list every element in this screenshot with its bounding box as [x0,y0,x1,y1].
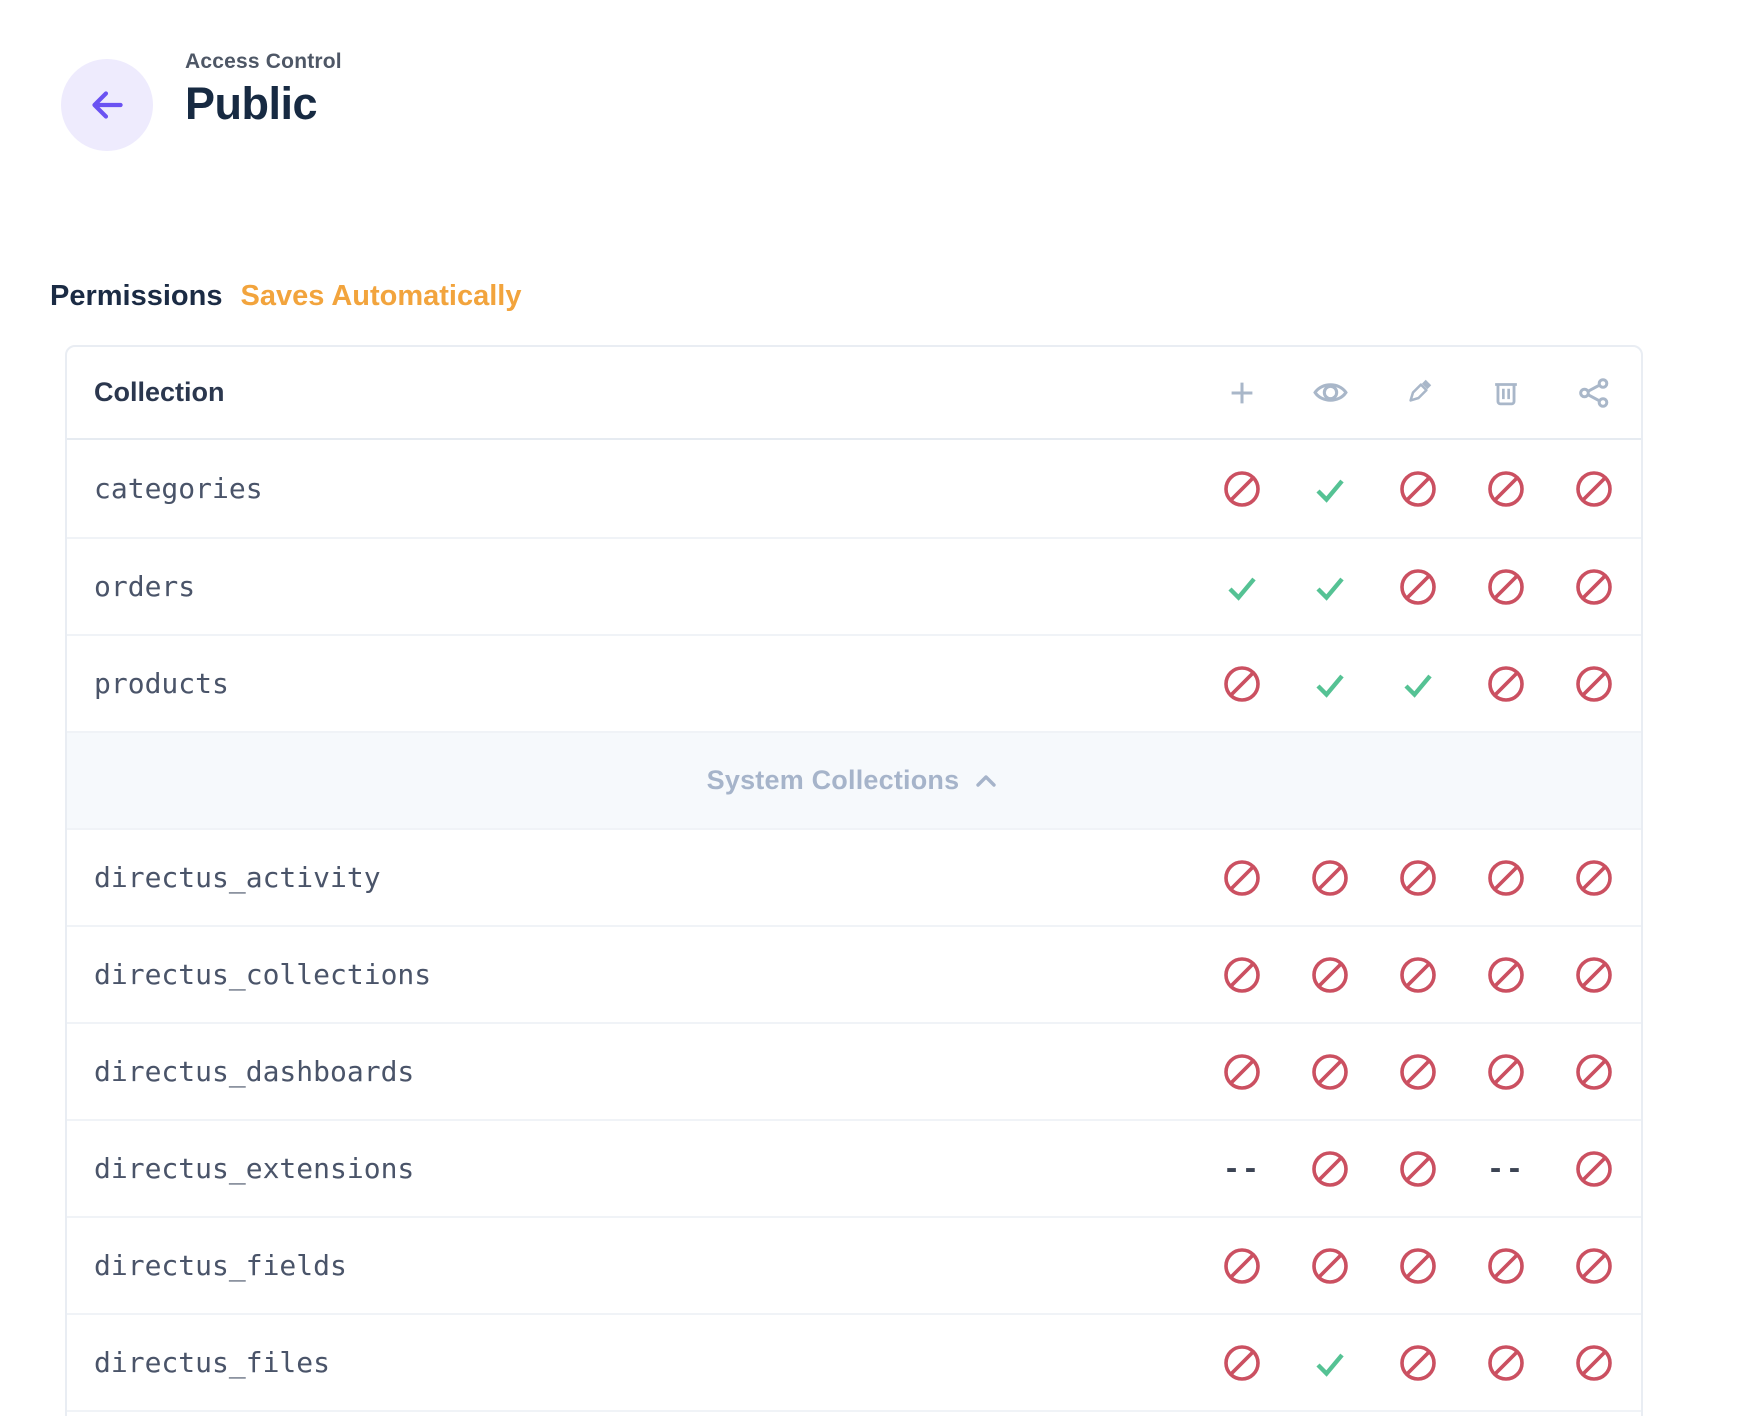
block-icon [1573,857,1615,899]
check-icon [1309,566,1351,608]
permission-share-directus_activity[interactable] [1550,829,1638,926]
permission-create-directus_extensions[interactable] [1198,1120,1286,1217]
permission-update-directus_collections[interactable] [1374,926,1462,1023]
permission-update-directus_activity[interactable] [1374,829,1462,926]
block-icon [1485,857,1527,899]
permission-read-directus_dashboards[interactable] [1286,1023,1374,1120]
table-row [67,925,1641,1022]
block-icon [1397,857,1439,899]
permission-delete-directus_extensions[interactable] [1462,1120,1550,1217]
block-icon [1485,468,1527,510]
permission-share-directus_collections[interactable] [1550,926,1638,1023]
block-icon [1573,1051,1615,1093]
block-icon [1397,1148,1439,1190]
permission-create-directus_fields[interactable] [1198,1217,1286,1314]
pencil-icon [1374,346,1462,439]
permission-update-categories[interactable] [1374,440,1462,537]
permission-update-directus_files[interactable] [1374,1314,1462,1411]
collection-column-header: Collection [94,377,225,407]
trash-icon [1462,346,1550,439]
permission-delete-categories[interactable] [1462,440,1550,537]
collection-name: categories [94,472,263,505]
autosave-note: Saves Automatically [240,280,522,312]
permission-read-directus_fields[interactable] [1286,1217,1374,1314]
eye-icon [1286,346,1374,439]
permission-create-directus_dashboards[interactable] [1198,1023,1286,1120]
block-icon [1485,954,1527,996]
action-column-headers [1198,346,1638,439]
permission-update-products[interactable] [1374,635,1462,732]
permission-read-directus_collections[interactable] [1286,926,1374,1023]
permission-cells [1198,538,1638,635]
block-icon [1485,1245,1527,1287]
block-icon [1221,468,1263,510]
block-icon [1485,566,1527,608]
permission-create-directus_files[interactable] [1198,1314,1286,1411]
permission-share-directus_fields[interactable] [1550,1217,1638,1314]
permission-read-categories[interactable] [1286,440,1374,537]
block-icon [1221,1051,1263,1093]
permission-create-directus_collections[interactable] [1198,926,1286,1023]
block-icon [1221,1245,1263,1287]
no-permission-placeholder: -- [1223,1152,1261,1185]
permissions-table-body [67,440,1641,1410]
permission-update-orders[interactable] [1374,538,1462,635]
block-icon [1397,1342,1439,1384]
block-icon [1573,1245,1615,1287]
permission-read-products[interactable] [1286,635,1374,732]
block-icon [1309,1245,1351,1287]
block-icon [1397,954,1439,996]
permission-create-categories[interactable] [1198,440,1286,537]
breadcrumb: Access Control [185,50,342,73]
system-collections-toggle[interactable] [67,731,1641,828]
permission-delete-directus_activity[interactable] [1462,829,1550,926]
permissions-table-header [67,347,1641,440]
permission-delete-directus_fields[interactable] [1462,1217,1550,1314]
permissions-section-heading [50,280,521,313]
permission-read-directus_extensions[interactable] [1286,1120,1374,1217]
collection-name: orders [94,570,196,603]
block-icon [1573,954,1615,996]
permission-update-directus_extensions[interactable] [1374,1120,1462,1217]
permissions-heading: Permissions [50,280,223,312]
collection-name: directus_fields [94,1249,347,1282]
permission-delete-orders[interactable] [1462,538,1550,635]
permission-delete-products[interactable] [1462,635,1550,732]
permission-share-products[interactable] [1550,635,1638,732]
permission-delete-directus_files[interactable] [1462,1314,1550,1411]
block-icon [1485,1051,1527,1093]
permission-read-directus_activity[interactable] [1286,829,1374,926]
block-icon [1573,468,1615,510]
permission-cells [1198,635,1638,732]
check-icon [1221,566,1263,608]
arrow-left-icon [84,82,130,128]
block-icon [1485,663,1527,705]
block-icon [1397,1245,1439,1287]
table-row [67,537,1641,634]
check-icon [1309,663,1351,705]
table-row [67,1119,1641,1216]
permission-cells [1198,1217,1638,1314]
collection-name: directus_collections [94,958,432,991]
permission-cells [1198,1314,1638,1411]
collection-name: directus_extensions [94,1152,415,1185]
permission-cells [1198,926,1638,1023]
block-icon [1221,1342,1263,1384]
chevron-up-icon [971,766,1001,796]
table-row [67,1022,1641,1119]
collection-name: products [94,667,229,700]
share-icon [1550,346,1638,439]
collection-name: directus_files [94,1346,331,1379]
check-icon [1309,1342,1351,1384]
block-icon [1397,1051,1439,1093]
block-icon [1573,1148,1615,1190]
block-icon [1397,566,1439,608]
table-row [67,1216,1641,1313]
permission-share-orders[interactable] [1550,538,1638,635]
table-row [67,634,1641,731]
check-icon [1397,663,1439,705]
permission-share-directus_files[interactable] [1550,1314,1638,1411]
permission-create-directus_activity[interactable] [1198,829,1286,926]
block-icon [1309,1051,1351,1093]
permission-create-products[interactable] [1198,635,1286,732]
permission-cells [1198,1120,1638,1217]
permission-share-categories[interactable] [1550,440,1638,537]
check-icon [1309,468,1351,510]
permissions-table [65,345,1643,1416]
page-header [185,50,342,130]
permission-cells [1198,1023,1638,1120]
block-icon [1485,1342,1527,1384]
block-icon [1221,954,1263,996]
table-row [67,440,1641,537]
block-icon [1397,468,1439,510]
block-icon [1573,566,1615,608]
block-icon [1573,663,1615,705]
collection-name: directus_activity [94,861,381,894]
table-row [67,1313,1641,1410]
block-icon [1221,857,1263,899]
block-icon [1573,1342,1615,1384]
permission-delete-directus_collections[interactable] [1462,926,1550,1023]
block-icon [1309,857,1351,899]
block-icon [1221,663,1263,705]
collection-name: directus_dashboards [94,1055,415,1088]
permission-cells [1198,829,1638,926]
table-row [67,828,1641,925]
permission-create-orders[interactable] [1198,538,1286,635]
no-permission-placeholder: -- [1487,1152,1525,1185]
permission-share-directus_dashboards[interactable] [1550,1023,1638,1120]
block-icon [1309,1148,1351,1190]
page-title: Public [185,78,318,129]
permission-update-directus_fields[interactable] [1374,1217,1462,1314]
permission-read-directus_files[interactable] [1286,1314,1374,1411]
back-button[interactable] [61,59,153,151]
permission-delete-directus_dashboards[interactable] [1462,1023,1550,1120]
permission-read-orders[interactable] [1286,538,1374,635]
block-icon [1309,954,1351,996]
system-collections-label: System Collections [706,765,960,795]
plus-icon [1198,346,1286,439]
permission-share-directus_extensions[interactable] [1550,1120,1638,1217]
permission-cells [1198,440,1638,537]
permission-update-directus_dashboards[interactable] [1374,1023,1462,1120]
